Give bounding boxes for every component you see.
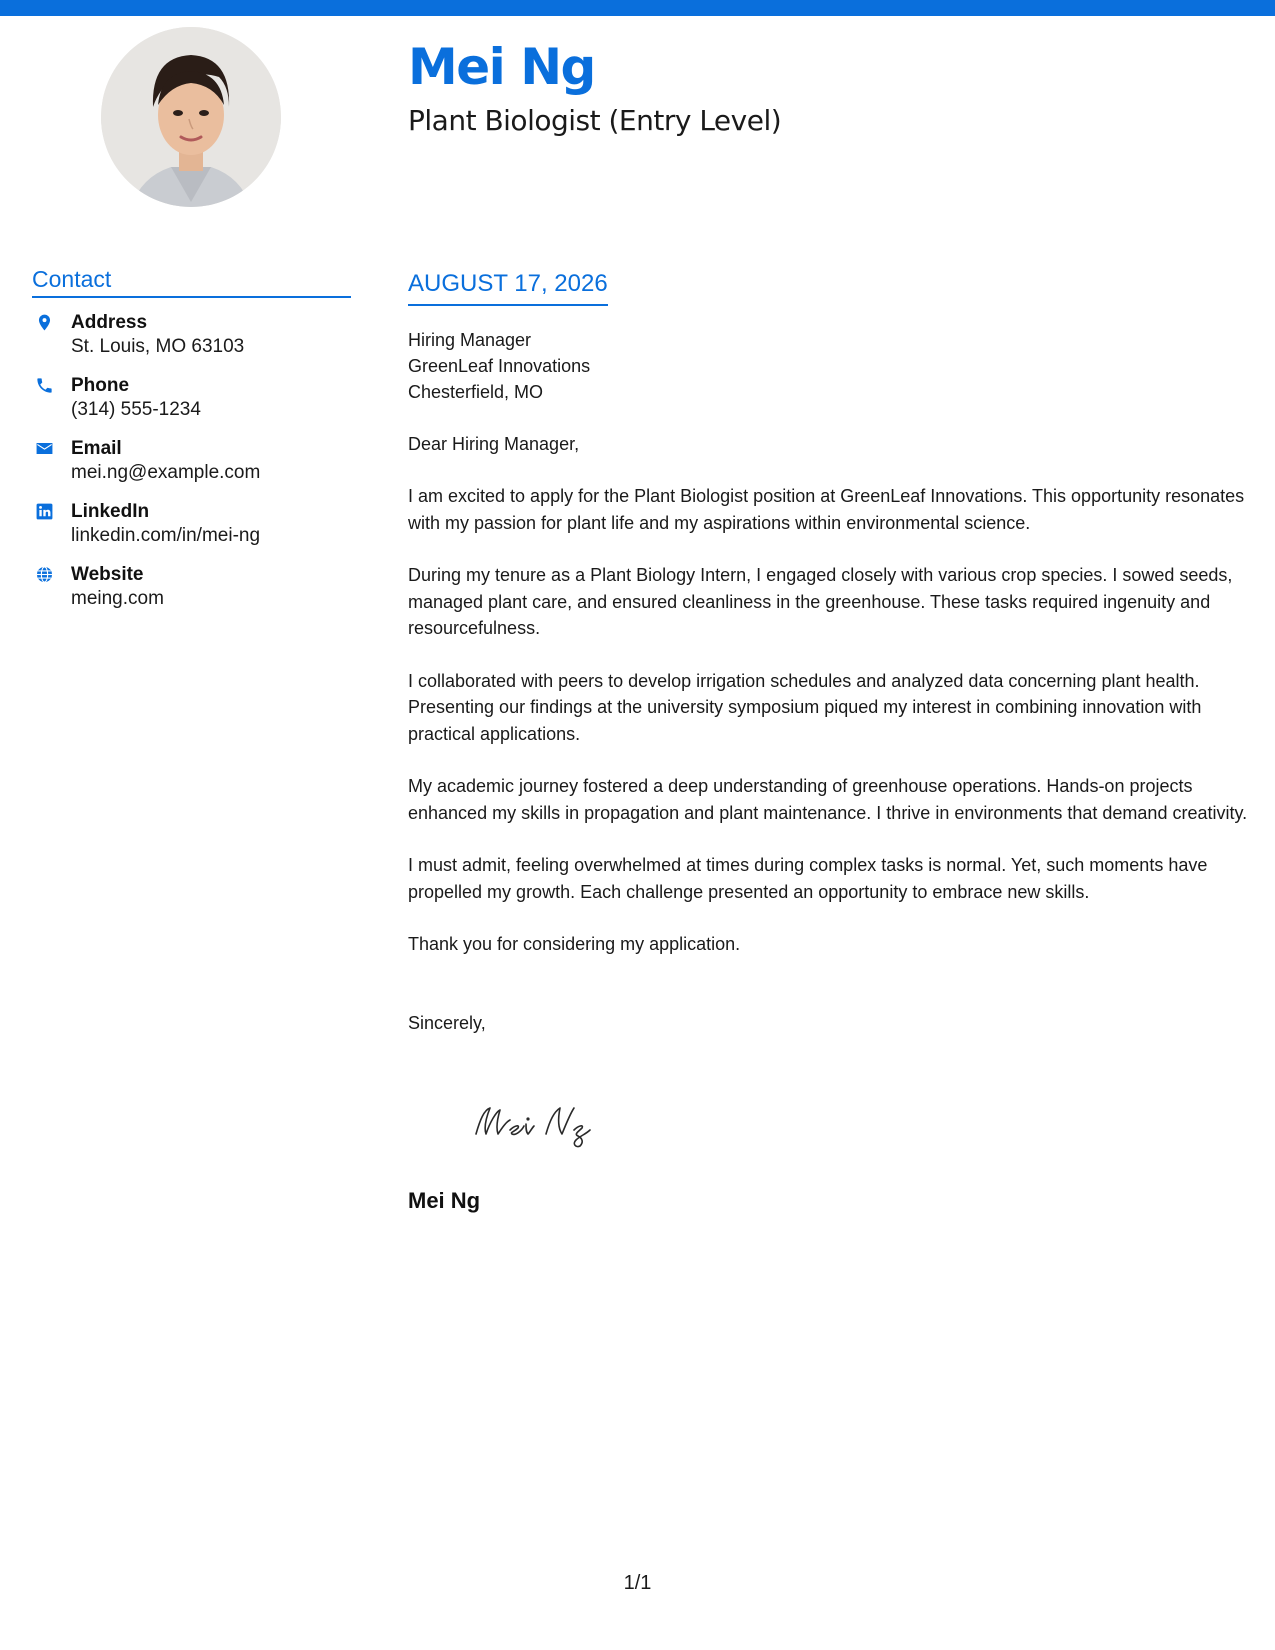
letter-paragraph: My academic journey fostered a deep understanding of greenhouse operations. Hands-on projects enhanced my skills in propagation and plant maintenance. I thrive in environments that demand creativity. [408, 776, 1248, 823]
website-link[interactable]: meing.com [71, 587, 164, 609]
letter-paragraph: During my tenure as a Plant Biology Intern, I engaged closely with various crop species. I sowed seeds, managed plant care, and ensured cleanliness in the greenhouse. These tasks required ingenuity and resourcefulness. [408, 565, 1233, 639]
envelope-icon [35, 439, 54, 458]
contact-label: Website [71, 563, 144, 585]
job-title: Plant Biologist (Entry Level) [408, 104, 782, 137]
recipient-block [408, 327, 1253, 405]
handwritten-signature [470, 1100, 610, 1148]
contact-label: Phone [71, 374, 130, 396]
phone-value: (314) 555-1234 [71, 398, 201, 420]
globe-icon [35, 565, 54, 584]
profile-photo [101, 27, 281, 207]
letter-paragraph: I must admit, feeling overwhelmed at times during complex tasks is normal. Yet, such moments have propelled my growth. Each challenge presented an opportunity to embrace new skills. [408, 855, 1208, 902]
address-value: St. Louis, MO 63103 [71, 335, 245, 357]
letter-paragraph: I am excited to apply for the Plant Biologist position at GreenLeaf Innovations. This opportunity resonates with my passion for plant life and my aspirations within environmental science. [408, 486, 1245, 533]
contact-item-email [32, 437, 351, 500]
contact-list [32, 311, 351, 626]
recipient-line: Hiring Manager [408, 329, 532, 350]
location-pin-icon [35, 313, 54, 332]
recipient-line: Chesterfield, MO [408, 381, 544, 402]
contact-heading: Contact [32, 266, 351, 298]
recipient-line: GreenLeaf Innovations [408, 355, 591, 376]
page-number: 1/1 [623, 1572, 652, 1594]
contact-label: LinkedIn [71, 500, 150, 522]
top-accent-bar [0, 0, 1275, 16]
contact-item-linkedin [32, 500, 351, 563]
signed-name: Mei Ng [408, 1188, 481, 1213]
letter-date: AUGUST 17, 2026 [408, 270, 608, 306]
letter-paragraph: Thank you for considering my application. [408, 934, 741, 955]
salutation: Dear Hiring Manager, [408, 433, 580, 454]
email-link[interactable]: mei.ng@example.com [71, 461, 261, 483]
contact-sidebar [32, 266, 351, 626]
contact-item-website [32, 563, 351, 626]
closing: Sincerely, [408, 1012, 486, 1033]
contact-label: Email [71, 437, 122, 459]
cover-letter-body [408, 270, 1253, 1036]
phone-icon [35, 376, 54, 395]
linkedin-link[interactable]: linkedin.com/in/mei-ng [71, 524, 261, 546]
contact-label: Address [71, 311, 148, 333]
letter-paragraph: I collaborated with peers to develop irrigation schedules and analyzed data concerning plant health. Presenting our findings at the university symposium piqued my interest in combining innovation with practical applications. [408, 670, 1202, 744]
linkedin-icon [35, 502, 54, 521]
contact-item-address [32, 311, 351, 374]
applicant-name: Mei Ng [408, 38, 595, 96]
contact-item-phone [32, 374, 351, 437]
